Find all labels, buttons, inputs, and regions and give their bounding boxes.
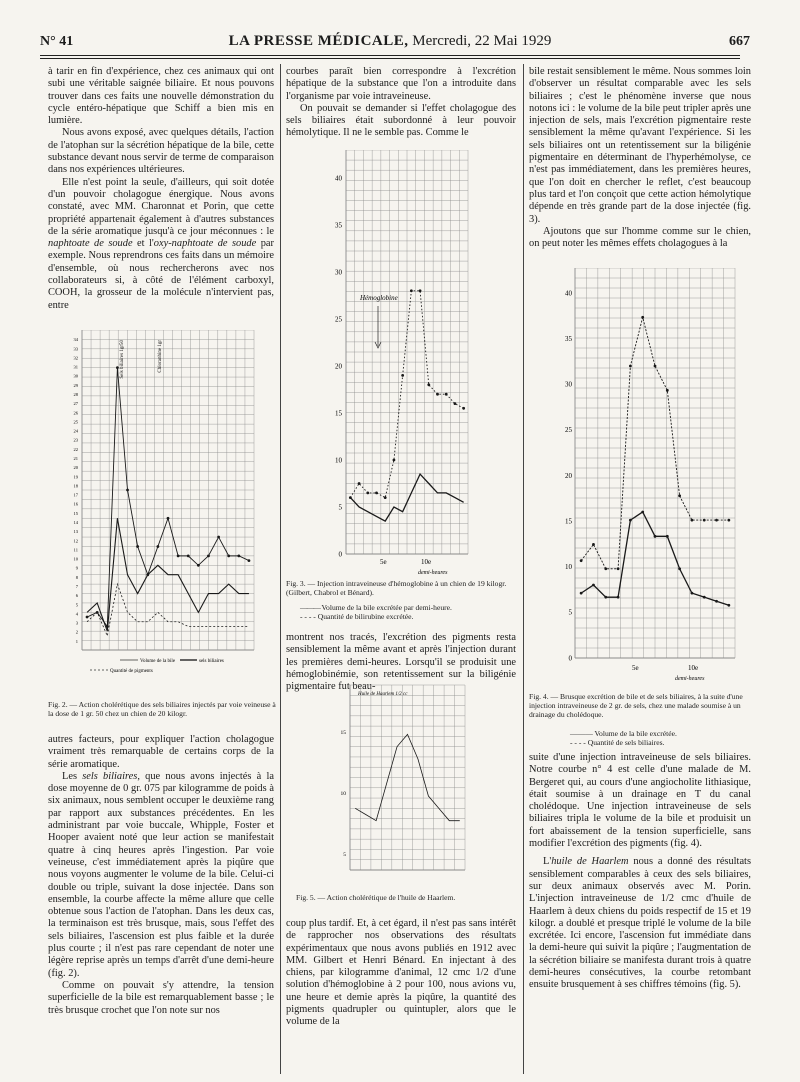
data-point <box>678 567 681 570</box>
data-point <box>167 517 170 520</box>
figure-4-x-label: 5e <box>632 664 639 672</box>
data-point <box>454 402 457 405</box>
figure-3-caption: Fig. 3. — Injection intraveineuse d'hémoglobine à un chien de 19 kilogr. (Gilbert, Chabrol et Bénard). <box>286 579 507 597</box>
column-1-bottom <box>48 734 274 1017</box>
data-point <box>106 625 109 628</box>
y-tick-label: 5 <box>343 851 346 858</box>
data-point <box>86 616 89 619</box>
y-tick-label: 8 <box>75 574 78 580</box>
data-point <box>384 496 387 499</box>
data-point <box>715 519 718 522</box>
y-tick-label: 35 <box>335 221 342 230</box>
figure-5-caption: Fig. 5. — Action cholérétique de l'huile de Haarlem. <box>296 893 456 902</box>
figure-3-chart <box>318 150 478 580</box>
data-point <box>580 592 583 595</box>
data-point <box>358 482 361 485</box>
y-tick-label: 2 <box>75 629 78 635</box>
y-tick-label: 13 <box>73 529 78 535</box>
data-point <box>462 407 465 410</box>
y-tick-label: 30 <box>565 380 572 389</box>
data-point <box>580 559 583 562</box>
y-tick-label: 28 <box>73 392 78 397</box>
y-tick-label: 31 <box>73 364 78 370</box>
y-tick-label: 20 <box>565 471 572 480</box>
column-2-top <box>286 66 516 140</box>
data-point <box>401 374 404 377</box>
data-point <box>592 584 595 587</box>
y-tick-label: 3 <box>75 620 78 626</box>
y-tick-label: 15 <box>565 517 572 526</box>
data-point <box>703 596 706 599</box>
data-point <box>691 519 694 522</box>
data-point <box>727 604 730 607</box>
figure-2-legend: Volume de la bile <box>140 659 176 664</box>
journal-title: LA PRESSE MÉDICALE, Mercredi, 22 Mai 1929 <box>228 33 552 49</box>
y-tick-label: 30 <box>335 268 342 277</box>
paragraph: courbes paraît bien correspondre à l'excrétion hépatique de la substance que l'on a introduite dans l'organisme par voie intraveineuse. <box>286 66 516 102</box>
y-tick-label: 40 <box>565 289 572 298</box>
figure-2-annotation: Chloranhine 1gr <box>158 340 163 373</box>
y-tick-label: 33 <box>73 346 78 352</box>
data-point <box>217 536 220 539</box>
y-tick-label: 22 <box>73 446 78 452</box>
figure-5-annotation: Huile de Haarlem 1/2 cc <box>358 692 408 697</box>
figure-4-caption: Fig. 4. — Brusque excrétion de bile et de sels biliaires, à la suite d'une injection intraveineuse de 2 gr. de sels, chez une malade soumise à un drainage du cholédoque. <box>529 692 743 719</box>
y-tick-label: 10 <box>340 790 346 797</box>
y-tick-label: 10 <box>73 556 78 562</box>
figure-3-legend: ——— Volume de la bile excrétée par demi-heure. - - - - Quantité de bilirubine excrétée. <box>300 603 452 621</box>
data-point <box>375 492 378 495</box>
y-tick-label: 14 <box>73 520 78 525</box>
y-tick-label: 21 <box>73 456 78 461</box>
figure-4-y-ticks <box>565 289 573 662</box>
y-tick-label: 16 <box>73 501 78 507</box>
data-point <box>116 366 119 369</box>
data-point <box>187 554 190 557</box>
y-tick-label: 5 <box>568 608 572 617</box>
paragraph: Ajoutons que sur l'homme comme sur le chien, on peut noter les mêmes effets cholagogues à la <box>529 225 751 250</box>
y-tick-label: 23 <box>73 437 78 443</box>
data-point <box>592 543 595 546</box>
figure-2-y-ticks <box>74 337 79 644</box>
paragraph: Comme on pouvait s'y attendre, la tension superficielle de la bile est remarquablement basse ; le très brusque crochet que l'on note sur nos <box>48 979 274 1016</box>
column-3-top <box>529 66 751 250</box>
data-point <box>366 492 369 495</box>
y-tick-label: 18 <box>73 483 78 489</box>
data-point <box>126 489 129 492</box>
paragraph: suite d'une injection intraveineuse de sels biliaires. Notre courbe n° 4 est celle d'une malade de M. Bergeret qui, au cours d'une angiocholite lithiasique, était soumise à un drainage en T du canal cholédoque. Une injection intraveineuse de sels biliaires tripla le volume de la bile et produisit un fort abaissement de la tension superficielle, sans modifier l'excrétion des pigments (fig. 4). <box>529 752 751 850</box>
y-tick-label: 5 <box>75 602 78 608</box>
column-divider-2 <box>523 64 524 1074</box>
figure-2-caption: Fig. 2. — Action cholérétique des sels biliaires injectés par voie veineuse à la dose de 1 gr. 50 chez un chien de 20 kilogr. <box>48 700 276 718</box>
column-2-bottom <box>286 918 516 1029</box>
data-point <box>604 567 607 570</box>
data-point <box>248 559 251 562</box>
y-tick-label: 4 <box>75 611 78 617</box>
column-3-bottom <box>529 752 751 992</box>
y-tick-label: 30 <box>73 373 78 379</box>
figure-4-legend: ——— Volume de la bile excrétée. - - - - Quantité de sels biliaires. <box>570 729 677 747</box>
data-point <box>156 545 159 548</box>
y-tick-label: 26 <box>73 410 78 416</box>
figure-4-chart <box>555 268 745 688</box>
figure-2-legend: sels biliaires <box>199 659 224 664</box>
figure-3-y-ticks <box>335 174 343 558</box>
data-point <box>678 494 681 497</box>
y-tick-label: 25 <box>335 315 342 324</box>
page-header <box>40 30 750 52</box>
y-tick-label: 25 <box>565 426 572 435</box>
data-point <box>654 535 657 538</box>
y-tick-label: 27 <box>73 401 78 407</box>
figure-2-chart <box>60 330 260 690</box>
y-tick-label: 0 <box>338 550 342 559</box>
y-tick-label: 6 <box>75 593 78 599</box>
y-tick-label: 24 <box>73 428 78 434</box>
paragraph: coup plus tardif. Et, à cet égard, il n'est pas sans intérêt de rapprocher nos observations des résultats expérimentaux que nous avons publiés en 1912 avec MM. Gilbert et Henri Bénard. En injectant à des chiens, par kilogramme d'animal, 12 cmc 1/2 d'une solution d'hémoglobine à 2 pour 100, nous avions vu, une heure et demie après la piqûre, la quantité des pigments quadrupler ou quintupler, alors que le volume de la <box>286 918 516 1028</box>
data-point <box>666 389 669 392</box>
data-point <box>427 383 430 386</box>
data-point <box>604 596 607 599</box>
paragraph: autres facteurs, pour expliquer l'action cholagogue vraiment très remarquable de certains corps de la série aromatique. <box>48 734 274 770</box>
y-tick-label: 40 <box>335 174 342 183</box>
data-point <box>207 554 210 557</box>
y-tick-label: 1 <box>75 638 78 644</box>
data-point <box>349 496 352 499</box>
y-tick-label: 15 <box>73 510 78 516</box>
y-tick-label: 20 <box>335 362 342 371</box>
data-point <box>197 564 200 567</box>
figure-5-grid <box>350 685 465 870</box>
figure-3-x-unit: demi-heures <box>418 570 448 576</box>
data-point <box>727 519 730 522</box>
data-point <box>691 592 694 595</box>
figure-5-y-ticks <box>341 730 347 858</box>
figure-3-x-label: 10e <box>421 558 432 566</box>
y-tick-label: 0 <box>568 654 572 663</box>
data-point <box>617 596 620 599</box>
figure-2-annotation: Sels biliaires 1gr50 <box>120 340 125 379</box>
y-tick-label: 12 <box>73 538 78 544</box>
figure-4-x-label: 10e <box>688 664 699 672</box>
data-point <box>654 365 657 368</box>
paragraph: bile restait sensiblement le même. Nous sommes loin d'observer un résultat comparable avec les sels biliaires ; c'est le phénomène inverse que nous notons ici : le volume de la bile peut tripler après une injection de sels, mais l'excrétion pigmentaire reste sensiblement la même qu'avant l'expérience. Si les sels biliaires ont un retentissement sur la biligénie pigmentaire en déterminant de l'hyperhémolyse, ce n'est pas immédiatement, dans les premières heures, que l'on doit en chercher le reflet, c'est beaucoup plus tard et l'on conçoit que cette action hémolytique dépende en très grande part de la dose injectée (fig. 3). <box>529 66 751 225</box>
y-tick-label: 7 <box>75 584 78 589</box>
data-point <box>629 365 632 368</box>
y-tick-label: 35 <box>565 334 572 343</box>
data-point <box>617 567 620 570</box>
figure-2-series <box>86 366 251 636</box>
paragraph: On pouvait se demander si l'effet cholagogue des sels biliaires était subordonné à leur pouvoir hémolytique. Il ne le semble pas. Comme le <box>286 102 516 139</box>
paragraph: montrent nos tracés, l'excrétion des pigments resta sensiblement la même avant et après l'injection durant les premières demi-heures. Lorsqu'il se produisit une hémoglobinémie, son retentissement sur la biligénie pigmentaire fut beau- <box>286 632 516 693</box>
data-point <box>703 519 706 522</box>
y-tick-label: 10 <box>335 456 342 465</box>
figure-4-x-unit: demi-heures <box>675 676 705 682</box>
y-tick-label: 15 <box>335 409 342 418</box>
y-tick-label: 17 <box>73 492 78 498</box>
data-point <box>410 289 413 292</box>
data-point <box>715 600 718 603</box>
data-point <box>237 554 240 557</box>
y-tick-label: 5 <box>338 503 342 512</box>
data-point <box>666 535 669 538</box>
paragraph: Elle n'est point la seule, d'ailleurs, qui soit dotée d'un pouvoir cholagogue énergique. Nous avons constaté, avec MM. Charonnat et Porin, que cette propriété appartenait également à d'autres substances de la série aromatique jusqu'à ce jour méconnues : le naphtoate de soude et l'oxy-naphtoate de soude par exemple. Nous reprendrons ces faits dans un mémoire d'ensemble, où nous rechercherons avec nos collaborateurs si, à côté de l'élément carboxyl, COOH, la grosseur de la molécule n'intervient pas, entre <box>48 176 274 311</box>
y-tick-label: 29 <box>73 382 78 388</box>
data-point <box>436 393 439 396</box>
y-tick-label: 19 <box>73 474 78 480</box>
data-point <box>629 519 632 522</box>
header-rule <box>40 55 740 56</box>
figure-5-chart <box>330 680 480 880</box>
paragraph: Les sels biliaires, que nous avons injectés à la dose moyenne de 0 gr. 075 par kilogramme de poids à six animaux, nous semblent occuper le deuxième rang par rapport aux substances précédentes. En les administrant par voie buccale, Whipple, Foster et Hooper avaient noté que leur action se manifestait quatre à cinq heures après l'ingestion. Par voie veineuse, c'est immédiatement après la piqûre que nous voyons augmenter le volume de la bile. Celui-ci double ou triple, suivant la dose injectée. Dans son ensemble, la courbe affecte la même allure que celle obtenue sous l'action de l'atophan. Dans les deux cas, la terminaison est très brusque, mais, sous l'effet des sels biliaires, l'ascension est plus faible et la durée plus courte ; il n'est pas rare cependant de noter une légère reprise après un temps d'arrêt d'une demi-heure (fig. 2). <box>48 770 275 979</box>
figure-3-x-label: 5e <box>380 558 387 566</box>
data-point <box>136 545 139 548</box>
figure-2-grid <box>82 330 254 650</box>
paragraph: L'huile de Haarlem nous a donné des résultats sensiblement comparables à ceux des sels biliaires, sur deux animaux observés avec M. Porin. L'injection intraveineuse de 1/2 cmc d'huile de Haarlem à deux chiens du poids respectif de 15 et 19 kilogr. a doublé et presque triplé le volume de la bile excrétée. Ici encore, l'ascension fut immédiate dans la demi-heure qui suivit la piqûre ; l'augmentation de la sécrétion biliaire se manifesta durant trois à quatre demi-heures consécutives, la courbe retombant ensuite brusquement à ses chiffres témoins (fig. 5). <box>529 856 751 991</box>
data-point <box>177 554 180 557</box>
data-point <box>393 459 396 462</box>
data-point <box>641 511 644 514</box>
column-divider-1 <box>280 64 281 1074</box>
y-tick-label: 20 <box>73 465 78 471</box>
figure-2-legend: Quantité de pigments <box>110 669 153 674</box>
issue-number: N° 41 <box>40 34 74 49</box>
page-number: 667 <box>729 34 750 49</box>
y-tick-label: 9 <box>75 565 78 571</box>
y-tick-label: 10 <box>565 563 572 572</box>
data-point <box>641 316 644 319</box>
y-tick-label: 25 <box>73 419 78 425</box>
data-point <box>445 393 448 396</box>
paragraph: à tarir en fin d'expérience, chez ces animaux qui ont subi une véritable saignée biliaire. Et nous pouvons trouver dans ces faits une nouvelle démonstration du cycle entéro-hépatique que Schiff a bien mis en lumière. <box>48 66 274 127</box>
y-tick-label: 32 <box>73 355 78 361</box>
figure-3-annotation: Hémoglobine <box>360 294 398 302</box>
column-1-top <box>48 66 274 312</box>
y-tick-label: 34 <box>73 337 78 343</box>
header-rule-2 <box>40 58 740 59</box>
data-point <box>419 289 422 292</box>
y-tick-label: 11 <box>73 547 78 553</box>
data-point <box>146 573 149 576</box>
paragraph: Nous avons exposé, avec quelques détails, l'action de l'atophan sur la sécrétion hépatique de la bile, cette substance devant nous servir de terme de comparaison dans nos expériences ultérieures. <box>48 127 274 176</box>
y-tick-label: 15 <box>340 729 346 736</box>
data-point <box>227 554 230 557</box>
figure-3-grid <box>346 150 468 554</box>
